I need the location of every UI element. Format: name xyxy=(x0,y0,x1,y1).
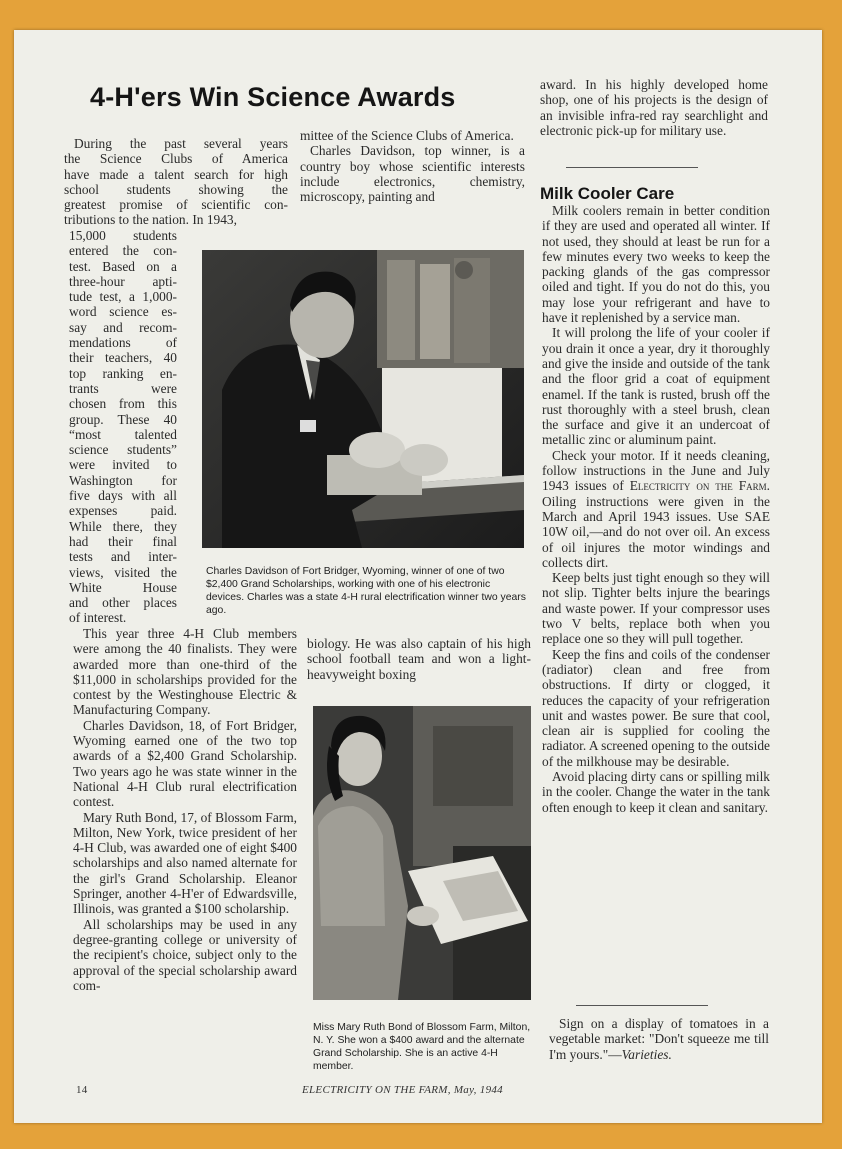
narrow-text-column xyxy=(69,228,177,626)
narrow-lines xyxy=(69,228,177,626)
photo-mary-ruth-bond xyxy=(313,706,531,1000)
column2-mid xyxy=(307,636,531,682)
intro-line: tributions to the nation. In 1943, xyxy=(64,212,237,228)
paragraph-biology: biology. He was also captain of his high school football team and won a light-heavyweight boxing xyxy=(307,636,531,682)
narrow-line: say and recom- xyxy=(69,319,177,335)
intro-line: the Science Clubs of America xyxy=(64,151,288,167)
narrow-line: expenses paid. xyxy=(69,503,177,519)
paragraph-finalists: This year three 4-H Club members were among the 40 finalists. They were awarded more than one-third of the $11,000 in scholarships provided for the contest by the Westinghouse Electric & Manufacturing Company. xyxy=(73,626,297,718)
narrow-line: three-hour apti- xyxy=(69,273,177,289)
milk-cooler-article xyxy=(542,203,770,815)
narrow-line: group. These 40 xyxy=(69,411,177,427)
paragraph-committee: mittee of the Science Clubs of America. xyxy=(300,128,514,143)
narrow-line: White House xyxy=(69,579,177,595)
filler-source: Varieties. xyxy=(621,1046,672,1062)
paragraph-scholarships: All scholarships may be used in any degree-granting college or university of the recipient's choice, subject only to the approval of the special scholarship award com- xyxy=(73,916,297,993)
narrow-line: views, visited the xyxy=(69,564,177,580)
article-title: 4-H'ers Win Science Awards xyxy=(90,82,456,112)
narrow-line: “most talented xyxy=(69,426,177,442)
caption-davidson: Charles Davidson of Fort Bridger, Wyoming, winner of one of two $2,400 Grand Scholarships, working with one of his electronic devices. Charles was a state 4-H rural electrification winner two years ago. xyxy=(206,566,526,616)
narrow-line: test. Based on a xyxy=(69,258,177,274)
narrow-line: tude test, a 1,000- xyxy=(69,289,177,305)
photo-davidson-illustration xyxy=(202,250,524,548)
narrow-line: and other places xyxy=(69,595,177,611)
narrow-line: had their final xyxy=(69,533,177,549)
paragraph-top-winner: Charles Davidson, top winner, is a country boy whose scientific interests include electronics, chemistry, microscopy, painting and xyxy=(300,143,525,205)
intro-line: greatest promise of scientific con- xyxy=(64,197,288,213)
milk-paragraph-3 xyxy=(542,448,770,570)
footer-magazine: ELECTRICITY ON THE FARM, May, 1944 xyxy=(302,1084,503,1096)
section-title-milk-cooler: Milk Cooler Care xyxy=(540,184,675,203)
narrow-line: of interest. xyxy=(69,610,127,626)
paragraph-home-shop: award. In his highly developed home shop, one of his projects is the design of an invisible infra-red ray searchlight and electronic pick-up for military use. xyxy=(540,77,768,138)
milk-paragraph-4: Keep belts just tight enough so they will not slip. Tighter belts injure the bearings and waste power. If your compressor uses two V belts, replace both when you replace one so they will pull together. xyxy=(542,570,770,647)
narrow-line: were invited to xyxy=(69,457,177,473)
intro-lines xyxy=(64,136,288,228)
divider-1 xyxy=(566,167,698,168)
narrow-line: trants were xyxy=(69,380,177,396)
milk-paragraph-2: It will prolong the life of your cooler if you drain it once a year, dry it thoroughly and give the inside and outside of the tank and the floor grid a coat of equipment enamel. If the tank is rusted, brush off the rust thoroughly with a steel brush, clean the surface and give it an undercoat of metallic zinc or aluminum paint. xyxy=(542,325,770,448)
intro-line: During the past several years xyxy=(74,136,288,151)
filler-text xyxy=(549,1016,769,1062)
divider-2 xyxy=(576,1005,708,1006)
intro-line: school students showing the xyxy=(64,181,288,197)
page-number: 14 xyxy=(76,1084,88,1096)
narrow-line: While there, they xyxy=(69,518,177,534)
intro-line: have made a talent search for high xyxy=(64,166,288,182)
column1-lower xyxy=(73,626,297,993)
narrow-line: entered the con- xyxy=(69,243,177,259)
narrow-line: their teachers, 40 xyxy=(69,350,177,366)
milk-paragraph-1: Milk coolers remain in better condition if they are used and operated all winter. If not used, they should at least be run for a few minutes every two weeks to keep the packing glands of the gas compressor oiled and tight. If you do not do this, you may lose your refrigerant and have to have it replenished by a service man. xyxy=(542,203,770,326)
narrow-line: mendations of xyxy=(69,335,177,351)
column3-top xyxy=(540,77,768,138)
narrow-line: top ranking en- xyxy=(69,365,177,381)
narrow-line: 15,000 students xyxy=(69,228,177,243)
intro-paragraph xyxy=(64,136,288,228)
narrow-line: chosen from this xyxy=(69,396,177,412)
milk-paragraph-6: Avoid placing dirty cans or spilling milk in the cooler. Change the water in the tank often enough to keep it clean and sanitary. xyxy=(542,768,770,815)
filler-body: Sign on a display of tomatoes in a vegetable market: "Don't squeeze me till I'm yours."— xyxy=(549,1016,769,1062)
paragraph-davidson: Charles Davidson, 18, of Fort Bridger, Wyoming earned one of the two top awards of a $2,400 Grand Scholarship. Two years ago he was state winner in the National 4-H Club rural electrification contest. xyxy=(73,717,297,810)
paragraph-bond: Mary Ruth Bond, 17, of Blossom Farm, Milton, New York, twice president of her 4-H Club, was awarded one of eight $400 scholarships and also named alternate for the girl's Grand Scholarship. Eleanor Springer, another 4-H'er of Edwardsville, Illinois, was granted a $100 scholarship. xyxy=(73,809,297,917)
photo-bond-illustration xyxy=(313,706,531,1000)
narrow-line: five days with all xyxy=(69,488,177,504)
photo-charles-davidson xyxy=(202,250,524,548)
narrow-line: word science es- xyxy=(69,304,177,320)
milk-p3-end: Oiling instructions were given in the March and April 1943 issues. Use SAE 10W oil,—and do not over oil. An excess of oil injures the motor windings and collects dirt. xyxy=(542,493,770,570)
magazine-name-inline: Electricity on the Farm. xyxy=(629,478,770,494)
milk-p3-start: Check your motor. If it needs cleaning, follow instructions in the June and July 1943 issues of xyxy=(542,447,770,494)
narrow-line: tests and inter- xyxy=(69,549,177,565)
narrow-line: science students” xyxy=(69,442,177,458)
filler-quote xyxy=(549,1016,769,1062)
narrow-line: Washington for xyxy=(69,472,177,488)
caption-bond: Miss Mary Ruth Bond of Blossom Farm, Milton, N. Y. She won a $400 award and the alternate Grand Scholarship. She is an active 4-H member. xyxy=(313,1022,531,1072)
column2-top xyxy=(300,128,525,204)
milk-paragraph-5: Keep the fins and coils of the condenser (radiator) clean and free from obstructions. If dirty or clogged, it reduces the capacity of your refrigeration unit and wastes power. Be sure that cool, clean air is supplied for cooling the radiator. A screened opening to the outside of the milkhouse may be desirable. xyxy=(542,646,770,769)
